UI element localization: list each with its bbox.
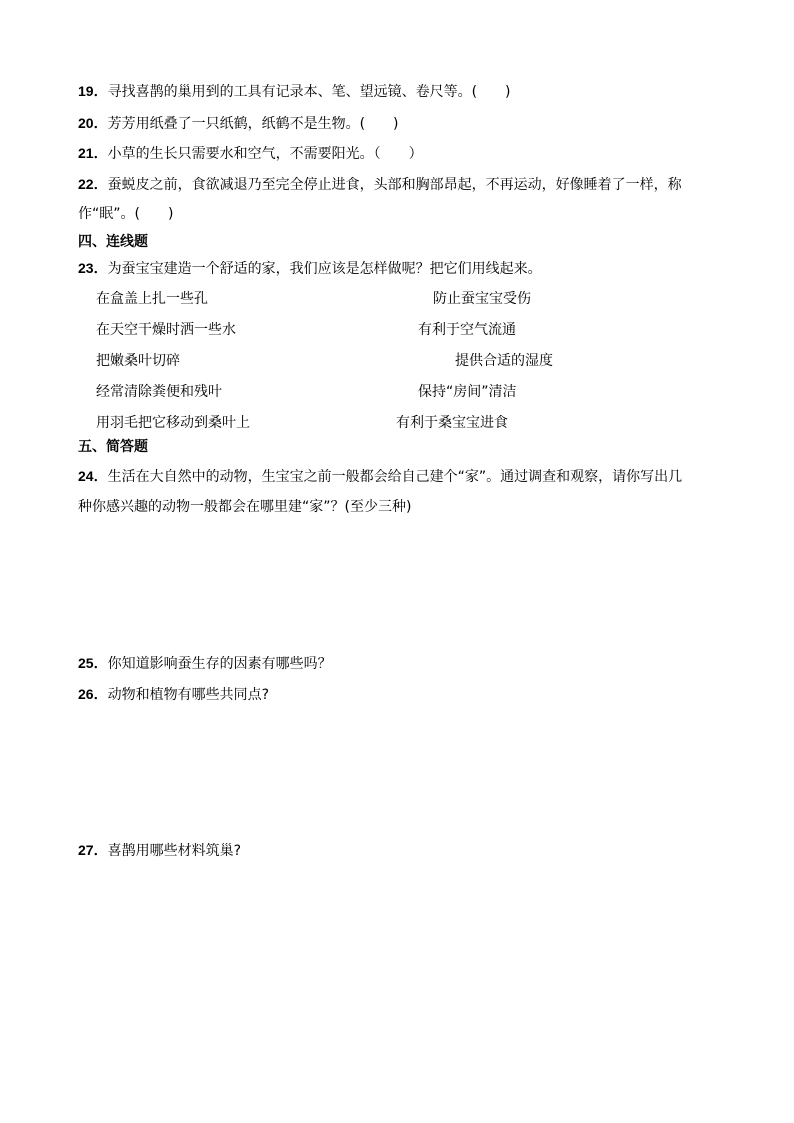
match-left-item[interactable]: 在盒盖上扎一些孔 xyxy=(96,291,208,307)
question-text: 你知道影响蚕生存的因素有哪些吗？ xyxy=(107,656,332,672)
match-right-item[interactable]: 有利于桑宝宝进食 xyxy=(396,415,508,431)
question-19 xyxy=(78,81,511,102)
match-right-item[interactable]: 保持“房间”清洁 xyxy=(418,384,517,400)
match-left-item[interactable]: 经常清除粪便和残叶 xyxy=(96,384,222,400)
question-text: 小草的生长只需要水和空气，不需要阳光。（ ） xyxy=(107,146,423,162)
question-text-line1: 生活在大自然中的动物，生宝宝之前一般都会给自己建个“家”。通过调查和观察，请你写出几 xyxy=(107,469,683,485)
question-23 xyxy=(78,258,542,279)
question-text: 芳芳用纸叠了一只纸鹤，纸鹤不是生物。( ) xyxy=(107,116,399,132)
question-text: 为蚕宝宝建造一个舒适的家，我们应该是怎样做呢？把它们用线起来。 xyxy=(107,261,542,277)
match-left-item[interactable]: 在天空干燥时洒一些水 xyxy=(96,322,236,338)
question-text-line2: 作“眠”。( ) xyxy=(78,206,174,222)
question-22 xyxy=(78,174,682,195)
question-number: 27． xyxy=(78,842,108,858)
match-left-item[interactable]: 用羽毛把它移动到桑叶上 xyxy=(96,415,250,431)
question-27 xyxy=(78,840,241,861)
question-text: 喜鹊用哪些材料筑巢? xyxy=(107,843,242,859)
question-number: 19． xyxy=(78,83,108,99)
question-20 xyxy=(78,113,399,134)
question-text: 动物和植物有哪些共同点? xyxy=(107,687,270,703)
section-heading-short-answer: 五、简答题 xyxy=(78,439,148,455)
match-right-item[interactable]: 提供合适的湿度 xyxy=(455,353,553,369)
question-number: 26． xyxy=(78,686,108,702)
section-heading-matching: 四、连线题 xyxy=(78,234,148,250)
question-number: 25． xyxy=(78,655,108,671)
question-number: 20． xyxy=(78,115,108,131)
question-text: 寻找喜鹊的巢用到的工具有记录本、笔、望远镜、卷尺等。( ) xyxy=(107,84,511,100)
match-left-item[interactable]: 把嫩桑叶切碎 xyxy=(96,353,180,369)
question-text-line2: 种你感兴趣的动物一般都会在哪里建“家”？(至少三种) xyxy=(78,499,412,515)
question-26 xyxy=(78,684,269,705)
question-number: 23． xyxy=(78,260,108,276)
question-25 xyxy=(78,653,332,674)
question-text-line1: 蚕蜕皮之前，食欲减退乃至完全停止进食，头部和胸部昂起，不再运动，好像睡着了一样，称 xyxy=(107,177,682,193)
match-right-item[interactable]: 防止蚕宝宝受伤 xyxy=(433,291,531,307)
question-number: 21． xyxy=(78,145,108,161)
question-21 xyxy=(78,143,423,164)
question-number: 24． xyxy=(78,468,108,484)
match-right-item[interactable]: 有利于空气流通 xyxy=(418,322,516,338)
question-22-continued xyxy=(78,204,173,224)
question-24 xyxy=(78,466,682,487)
question-number: 22． xyxy=(78,176,108,192)
question-24-continued xyxy=(78,497,411,517)
